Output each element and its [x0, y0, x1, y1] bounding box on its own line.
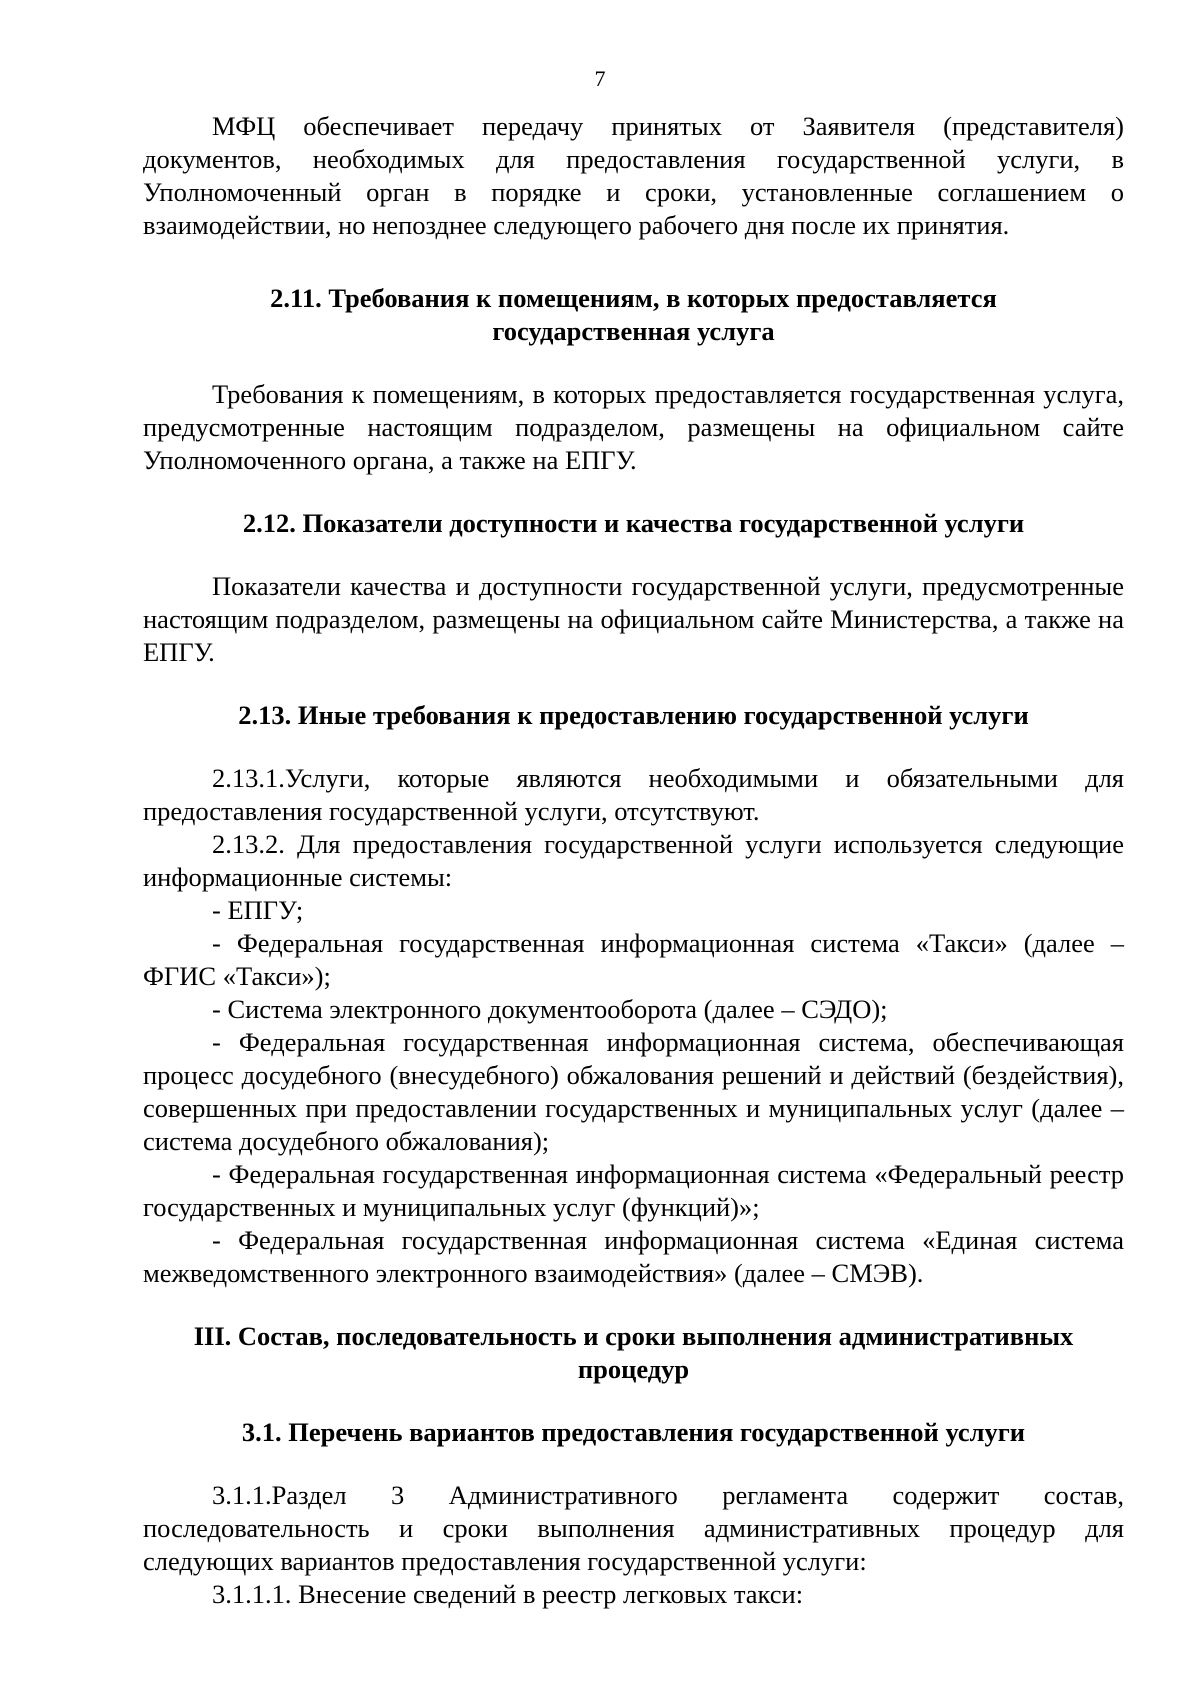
heading-3-1: 3.1. Перечень вариантов предоставления государственной услуги — [241, 1417, 1026, 1447]
paragraph-2-13-2: 2.13.2. Для предоставления государственной услуги используется следующие информационные системы: — [143, 829, 1124, 892]
list-item-sedo: - Система электронного документооборота (далее – СЭДО); — [212, 994, 888, 1024]
heading-2-11 — [143, 282, 1124, 348]
heading-2-11-line1: 2.11. Требования к помещениям, в которых предоставляется — [270, 283, 997, 313]
heading-2-11-line2: государственная услуга — [492, 316, 775, 346]
list-item-federal-registry: - Федеральная государственная информационная система «Федеральный реестр государственных и муниципальных услуг (функций)»; — [143, 1159, 1124, 1222]
heading-2-13: 2.13. Иные требования к предоставлению государственной услуги — [238, 700, 1029, 730]
list-item-smev: - Федеральная государственная информационная система «Единая система межведомственного электронного взаимодействия» (далее – СМЭВ). — [143, 1225, 1124, 1288]
heading-section-iii — [143, 1320, 1124, 1386]
list-item-epgu: - ЕПГУ; — [212, 895, 304, 925]
paragraph-premises-requirements: Требования к помещениям, в которых предоставляется государственная услуга, предусмотренные настоящим подразделом, размещены на официальном сайте Уполномоченного органа, а также на ЕПГУ. — [143, 379, 1124, 475]
paragraph-2-13-1: 2.13.1.Услуги, которые являются необходимыми и обязательными для предоставления государственной услуги, отсутствуют. — [143, 763, 1124, 826]
paragraph-mfc-transfer: МФЦ обеспечивает передачу принятых от Заявителя (представителя) документов, необходимых для предоставления государственной услуги, в Уполномоченный орган в порядке и сроки, установленные соглашением о взаимодействии, но непозднее следующего рабочего дня после их принятия. — [143, 111, 1124, 240]
heading-2-12: 2.12. Показатели доступности и качества государственной услуги — [242, 508, 1025, 538]
paragraph-3-1-1-1: 3.1.1.1. Внесение сведений в реестр легковых такси: — [212, 1579, 804, 1609]
document-body — [143, 110, 1124, 1611]
paragraph-quality-indicators: Показатели качества и доступности государственной услуги, предусмотренные настоящим подразделом, размещены на официальном сайте Министерства, а также на ЕПГУ. — [143, 571, 1124, 667]
heading-section-iii-line1: III. Состав, последовательность и сроки выполнения административных — [193, 1321, 1074, 1351]
list-item-fgis-taxi: - Федеральная государственная информационная система «Такси» (далее – ФГИС «Такси»); — [143, 928, 1124, 991]
paragraph-3-1-1: 3.1.1.Раздел 3 Административного регламента содержит состав, последовательность и сроки выполнения административных процедур для следующих вариантов предоставления государственной услуги: — [143, 1480, 1124, 1576]
page-number: 7 — [594, 66, 606, 91]
list-item-pretrial-appeal: - Федеральная государственная информационная система, обеспечивающая процесс досудебного (внесудебного) обжалования решений и действий (бездействия), совершенных при предоставлении государственных и муниципальных услуг (далее – система досудебного обжалования); — [143, 1027, 1124, 1156]
heading-section-iii-line2: процедур — [577, 1354, 690, 1384]
